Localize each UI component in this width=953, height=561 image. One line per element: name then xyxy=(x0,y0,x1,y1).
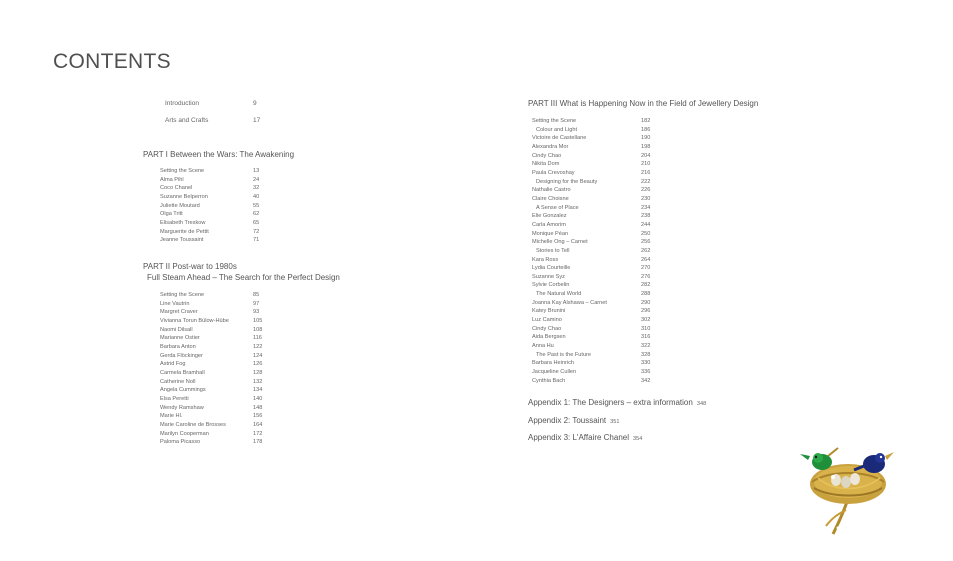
entry-name: Coco Chanel xyxy=(160,185,193,192)
part2-entry xyxy=(160,300,260,309)
part3-entry xyxy=(532,368,651,377)
part2-entry xyxy=(160,352,263,361)
entry-name: Michelle Ong – Carnet xyxy=(532,239,588,246)
entry-name: A Sense of Place xyxy=(536,204,579,211)
entry-page: 282 xyxy=(641,282,651,289)
entry-name: Victoire de Castellane xyxy=(532,135,587,142)
appendix-name: Appendix 3: L'Affaire Chanel xyxy=(528,433,630,442)
part3-entry xyxy=(532,290,651,299)
entry-page: 262 xyxy=(641,247,651,254)
part1-entry xyxy=(160,219,260,228)
part2-entry xyxy=(160,378,263,387)
entry-name: Jacqueline Cullen xyxy=(532,369,577,376)
part2-entry xyxy=(160,308,260,317)
part2-entry xyxy=(160,438,263,447)
entry-page: 264 xyxy=(641,256,651,263)
entry-page: 234 xyxy=(641,204,651,211)
part3-entry xyxy=(532,281,651,290)
part2-title: PART II Post-war to 1980s xyxy=(143,262,237,271)
entry-name: The Natural World xyxy=(536,291,582,298)
entry-page: 126 xyxy=(253,361,263,368)
part3-entry xyxy=(532,143,651,152)
entry-page: 288 xyxy=(641,291,651,298)
entry-page: 9 xyxy=(253,100,257,107)
part3-entry xyxy=(532,134,651,143)
part1-entry xyxy=(160,184,260,193)
entry-name: Suzanne Belperron xyxy=(160,193,208,200)
part3-entry xyxy=(532,247,651,256)
appendix-3 xyxy=(528,433,642,442)
entry-name: Line Vautrin xyxy=(160,300,190,307)
entry-page: 226 xyxy=(641,187,651,194)
part2-entry xyxy=(160,421,263,430)
entry-page: 55 xyxy=(253,202,260,209)
entry-page: 178 xyxy=(253,439,263,446)
entry-name: Margret Craver xyxy=(160,309,198,316)
part3-entry xyxy=(532,316,651,325)
entry-page: 122 xyxy=(253,343,263,350)
part3-entry xyxy=(532,264,651,273)
entry-name: Arts and Crafts xyxy=(165,117,209,124)
entry-page: 250 xyxy=(641,230,651,237)
entry-name: Marie Hl. xyxy=(160,413,183,420)
entry-page: 32 xyxy=(253,185,260,192)
entry-name: Lydia Courteille xyxy=(532,265,571,272)
part3-entry xyxy=(532,273,651,282)
part1-entry xyxy=(160,193,260,202)
entry-name: Juliette Moutard xyxy=(160,202,200,209)
part3-entry xyxy=(532,126,651,135)
part3-entry xyxy=(532,160,651,169)
appendix-page: 354 xyxy=(633,436,643,442)
part3-entry xyxy=(532,256,651,265)
entry-name: Setting the Scene xyxy=(160,292,205,298)
part3-entry xyxy=(532,299,651,308)
entry-name: Aida Bergsen xyxy=(532,334,566,341)
entry-page: 72 xyxy=(253,228,260,235)
appendix-page: 351 xyxy=(610,419,620,425)
part2-subheading: Full Steam Ahead – The Search for the Perfect Design xyxy=(147,273,340,282)
part1-entry xyxy=(160,176,260,185)
part1-list xyxy=(160,167,260,245)
part2-entry xyxy=(160,291,260,300)
part2-entry xyxy=(160,395,263,404)
entry-name: Paloma Picasso xyxy=(160,439,201,446)
entry-page: 322 xyxy=(641,343,651,350)
entry-name: Cynthia Bach xyxy=(532,377,566,384)
entry-name: Katey Brunini xyxy=(532,308,566,315)
entry-name: Nathalie Castro xyxy=(532,187,571,194)
entry-name: Carmela Bramhall xyxy=(160,369,205,376)
entry-name: Sylvie Corbelin xyxy=(532,282,570,289)
bird-nest-brooch-image xyxy=(788,422,918,540)
entry-page: 65 xyxy=(253,219,260,226)
part3-entry xyxy=(532,221,651,230)
entry-page: 156 xyxy=(253,413,263,420)
part3-entry xyxy=(532,377,651,386)
entry-page: 238 xyxy=(641,213,651,220)
entry-name: Cindy Chao xyxy=(532,325,562,332)
entry-page: 93 xyxy=(253,309,260,316)
entry-page: 148 xyxy=(253,404,263,411)
entry-name: Jeanne Toussaint xyxy=(160,237,204,244)
part2-entry xyxy=(160,430,263,439)
entry-page: 105 xyxy=(253,317,263,324)
entry-page: 134 xyxy=(253,387,263,394)
entry-name: Monique Péan xyxy=(532,230,569,237)
entry-page: 270 xyxy=(641,265,651,272)
part2-entry xyxy=(160,386,263,395)
entry-name: Elsa Peretti xyxy=(160,395,189,402)
part1-entry xyxy=(160,210,260,219)
entry-name: Designing for the Beauty xyxy=(536,178,598,185)
part3-entry xyxy=(532,152,651,161)
part1-heading: PART I Between the Wars: The Awakening xyxy=(143,150,295,159)
part1-entry xyxy=(160,228,260,237)
part3-entry xyxy=(532,169,651,178)
entry-page: 97 xyxy=(253,300,260,307)
entry-page: 216 xyxy=(641,169,651,176)
entry-page: 198 xyxy=(641,143,651,150)
entry-name: Setting the Scene xyxy=(160,168,205,174)
part3-entry xyxy=(532,230,651,239)
entry-name: Paula Crevoshay xyxy=(532,169,575,176)
entry-name: Vivianna Torun Bülow-Hübe xyxy=(160,317,229,324)
entry-name: Anna Hu xyxy=(532,343,554,350)
entry-page: 296 xyxy=(641,308,651,315)
entry-page: 342 xyxy=(641,377,651,384)
entry-page: 256 xyxy=(641,239,651,246)
entry-name: Carla Amorim xyxy=(532,221,566,228)
appendix-2 xyxy=(528,416,619,425)
entry-name: Elisabeth Treskow xyxy=(160,219,206,226)
entry-page: 186 xyxy=(641,126,651,133)
appendix-name: Appendix 2: Toussaint xyxy=(528,416,607,425)
entry-page: 132 xyxy=(253,378,263,385)
appendix-1 xyxy=(528,398,706,407)
entry-name: The Past is the Future xyxy=(536,351,592,358)
part3-entry xyxy=(532,195,651,204)
part3-entry xyxy=(532,186,651,195)
entry-page: 182 xyxy=(641,118,651,124)
entry-name: Nikita Dom xyxy=(532,161,560,168)
part3-entry xyxy=(532,178,651,187)
entry-page: 85 xyxy=(253,292,260,298)
entry-name: Naomi Dilsall xyxy=(160,326,193,333)
entry-page: 128 xyxy=(253,369,263,376)
part3-entry xyxy=(532,359,651,368)
part2-entry xyxy=(160,404,263,413)
entry-page: 230 xyxy=(641,195,651,202)
part3-entry xyxy=(532,307,651,316)
entry-name: Catherine Noll xyxy=(160,378,196,385)
entry-name: Marianne Ostier xyxy=(160,335,200,342)
part3-entry xyxy=(532,204,651,213)
part3-entry xyxy=(532,238,651,247)
entry-page: 172 xyxy=(253,430,263,437)
entry-page: 336 xyxy=(641,369,651,376)
part1-entry xyxy=(160,167,260,176)
entry-name: Luz Camino xyxy=(532,317,562,324)
entry-name: Marie Caroline de Brosses xyxy=(160,421,226,428)
entry-name: Angela Cummings xyxy=(160,387,206,394)
entry-name: Marilyn Cooperman xyxy=(160,430,209,437)
entry-page: 328 xyxy=(641,351,651,358)
entry-page: 17 xyxy=(253,117,261,124)
entry-page: 13 xyxy=(253,168,260,174)
part3-heading: PART III What is Happening Now in the Field of Jewellery Design xyxy=(528,99,759,108)
entry-name: Elie Gonzalez xyxy=(532,213,567,220)
entry-page: 210 xyxy=(641,161,651,168)
entry-name: Alma Pihl xyxy=(160,176,184,183)
entry-page: 124 xyxy=(253,352,263,359)
part2-entry xyxy=(160,412,263,421)
entry-page: 108 xyxy=(253,326,263,333)
entry-name: Cindy Chao xyxy=(532,152,562,159)
entry-page: 302 xyxy=(641,317,651,324)
entry-name: Colour and Light xyxy=(536,126,578,133)
entry-page: 290 xyxy=(641,299,651,306)
part1-entry xyxy=(160,236,260,245)
entry-page: 71 xyxy=(253,237,260,244)
entry-name: Setting the Scene xyxy=(532,118,577,124)
entry-page: 164 xyxy=(253,421,263,428)
part3-entry xyxy=(532,325,651,334)
part2-entry xyxy=(160,343,263,352)
page-title: CONTENTS xyxy=(53,50,171,73)
entry-page: 330 xyxy=(641,360,651,367)
part2-entry xyxy=(160,317,263,326)
entry-name: Introduction xyxy=(165,100,199,107)
entry-name: Claire Choisne xyxy=(532,195,569,202)
entry-name: Wendy Ramshaw xyxy=(160,404,204,411)
entry-name: Alexandra Mor xyxy=(532,143,569,150)
appendix-name: Appendix 1: The Designers – extra information xyxy=(528,398,693,407)
entry-page: 140 xyxy=(253,395,263,402)
part2-list xyxy=(160,291,263,447)
entry-page: 316 xyxy=(641,334,651,341)
entry-page: 244 xyxy=(641,221,651,228)
part3-entry xyxy=(532,333,651,342)
part3-entry xyxy=(532,351,651,360)
part3-entry xyxy=(532,342,651,351)
entry-page: 24 xyxy=(253,176,260,183)
intro-entry xyxy=(165,117,261,124)
entry-page: 222 xyxy=(641,178,651,185)
entry-name: Barbara Heinrich xyxy=(532,360,574,367)
part3-list xyxy=(532,117,651,385)
entry-name: Marguerite de Pettit xyxy=(160,228,209,235)
part3-entry xyxy=(532,212,651,221)
part2-entry xyxy=(160,334,262,343)
intro-entry xyxy=(165,100,257,107)
entry-name: Astrid Fog xyxy=(160,361,186,368)
part2-heading xyxy=(143,262,340,282)
appendix-page: 348 xyxy=(696,401,707,407)
entry-name: Olga Tritt xyxy=(160,211,183,218)
part3-entry xyxy=(532,117,651,126)
entry-name: Barbara Anton xyxy=(160,343,196,350)
entry-name: Kara Ross xyxy=(532,256,559,263)
entry-page: 116 xyxy=(253,335,262,342)
entry-page: 62 xyxy=(253,211,260,218)
part2-entry xyxy=(160,360,263,369)
entry-page: 190 xyxy=(641,135,651,142)
entry-page: 276 xyxy=(641,273,651,280)
entry-page: 40 xyxy=(253,193,260,200)
part1-entry xyxy=(160,202,260,211)
entry-page: 310 xyxy=(641,325,651,332)
part2-entry xyxy=(160,326,263,335)
entry-name: Joanna Kay Alshawa – Carnet xyxy=(532,299,607,306)
entry-name: Gerda Flöckinger xyxy=(160,352,203,359)
entry-name: Suzanne Syz xyxy=(532,273,565,280)
part2-entry xyxy=(160,369,263,378)
entry-page: 204 xyxy=(641,152,651,159)
entry-name: Stories to Tell xyxy=(536,247,570,254)
